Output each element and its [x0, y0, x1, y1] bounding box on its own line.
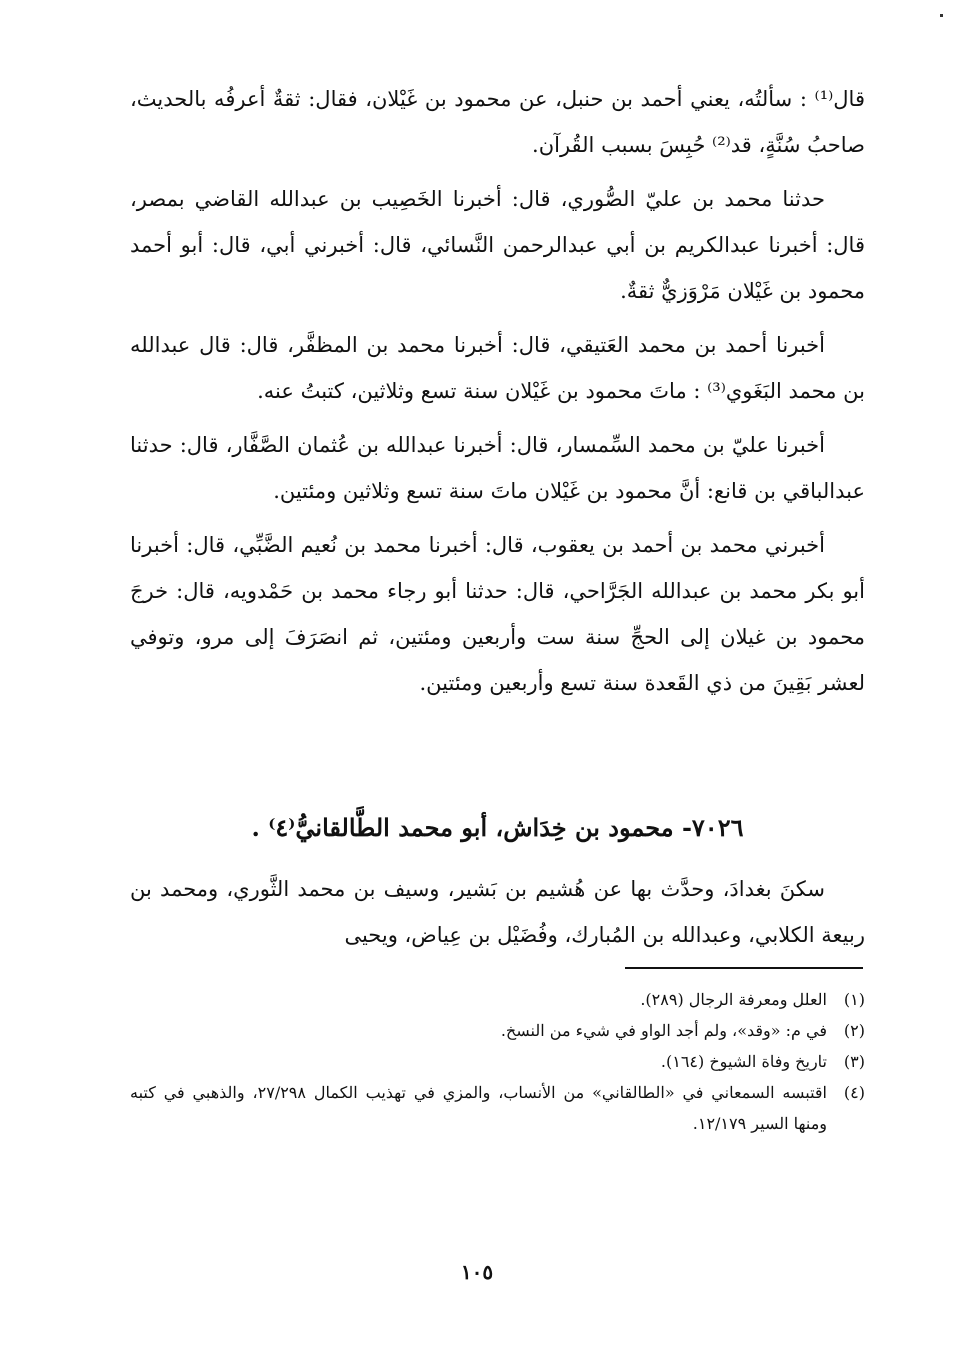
footnote-text: العلل ومعرفة الرجال (٢٨٩). [640, 990, 827, 1009]
footnote-number: (١) [843, 990, 865, 1009]
footnote-3 [130, 1046, 865, 1077]
entry-text [130, 866, 865, 966]
paragraph-4: أخبرنا عليّ بن محمد السِّمسار، قال: أخبرنا عبدالله بن عُثمان الصَّفَّار، قال: حدثنا عبدالباقي بن قانع: أنَّ محمود بن غَيْلان ماتَ سنة تسع وثلاثين ومئتين. [130, 433, 865, 503]
footnote-1 [130, 984, 865, 1015]
footnote-number: (٤) [843, 1083, 865, 1102]
page-number: ١٠٥ [460, 1260, 494, 1284]
paragraph-2: حدثنا محمد بن عليّ الصُّوري، قال: أخبرنا الخَصِيب بن عبدالله القاضي بمصر، قال: أخبرنا عبدالكريم بن أبي عبدالرحمن النَّسائي، قال: أخبرني أبي، قال: أبو أحمد محمود بن غَيْلان مَرْوَزيٌّ ثقةٌ. [130, 187, 865, 303]
footnote-text: اقتبسه السمعاني في «الطالقاني» من الأنساب، والمزي في تهذيب الكمال ٢٧/٢٩٨، والذهبي في كتبه ومنها السير ١٢/١٧٩. [130, 1083, 827, 1133]
footnotes [130, 984, 865, 1139]
paragraph-3: أخبرنا أحمد بن محمد العَتيقي، قال: أخبرنا محمد بن المظفَّر، قال: قال عبدالله بن محمد البَغَوي⁽³⁾ : ماتَ محمود بن غَيْلان سنة تسع وثلاثين، كتبتُ عنه. [130, 333, 865, 403]
footnote-text: تاريخ وفاة الشيوخ (١٦٤). [660, 1052, 827, 1071]
footnote-divider [625, 967, 863, 969]
footnote-number: (٢) [843, 1021, 865, 1040]
entry-heading: ٧٠٢٦- محمود بن خِدَاش، أبو محمد الطَّالقانيُّ⁽٤⁾ . [251, 813, 744, 842]
main-text [130, 76, 865, 714]
paragraph-5: أخبرني محمد بن أحمد بن يعقوب، قال: أخبرنا محمد بن نُعيم الضَّبِّي، قال: أخبرنا أبو بكر محمد بن عبدالله الجَرَّاحي، قال: حدثنا أبو رجاء محمد بن حَمْدويه، قال: خرجَ محمود بن غيلان إلى الحجِّ سنة ست وأربعين ومئتين، ثم انصَرَفَ إلى مرو، وتوفي لعشر بَقِينَ من ذي القَعدة سنة تسع وأربعين ومئتين. [130, 533, 865, 695]
footnote-2 [130, 1015, 865, 1046]
paragraph-1: قال⁽¹⁾ : سألتُه، يعني أحمد بن حنبل، عن محمود بن غَيْلان، فقال: ثقةٌ أعرفُه بالحديث، صاحبُ سُنَّةٍ، قد⁽²⁾ حُبِسَ بسبب القُرآن. [130, 87, 865, 157]
scan-speck [940, 14, 943, 17]
footnote-4 [130, 1077, 865, 1139]
entry-paragraph: سكنَ بغدادَ، وحدَّث بها عن هُشيم بن بَشير، وسيف بن محمد الثَّوري، ومحمد بن ربيعة الكلابي، وعبدالله بن المُبارك، وفُضَيْل بن عِياض، ويحيى [130, 877, 865, 947]
footnote-number: (٣) [843, 1052, 865, 1071]
footnote-text: في م: «وقد»، ولم أجد الواو في شيء من النسخ. [500, 1021, 827, 1040]
